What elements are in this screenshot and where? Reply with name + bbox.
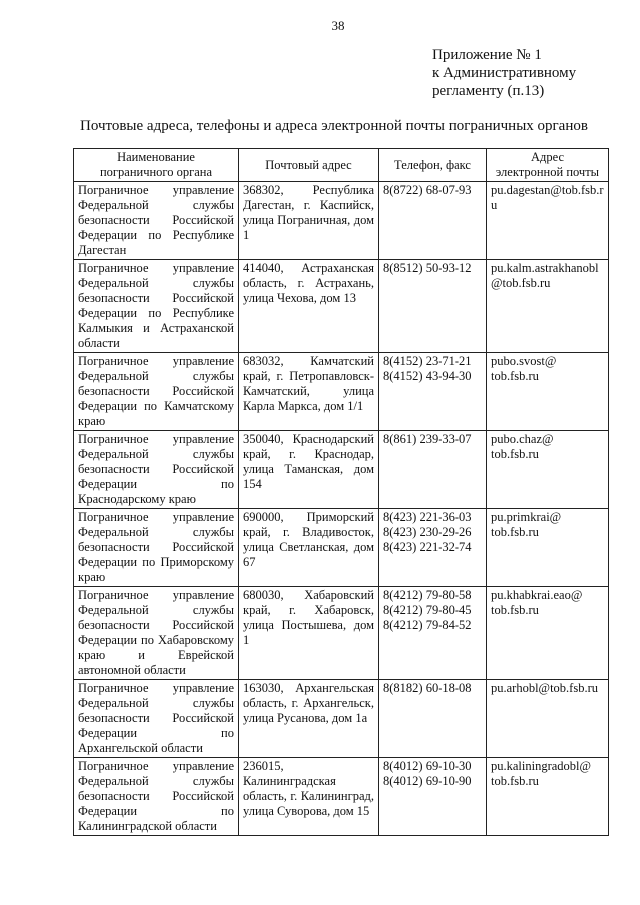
cell-email: pu.kaliningradobl@ tob.fsb.ru — [487, 758, 609, 836]
table-row — [74, 758, 609, 836]
cell-agency-name: Пограничное управление Федеральной службы безопасности Российской Федерации по Республике Дагестан — [74, 182, 239, 260]
cell-email: pu.primkrai@ tob.fsb.ru — [487, 509, 609, 587]
page-number: 38 — [331, 18, 345, 33]
header-phone: Телефон, факс — [379, 149, 487, 182]
cell-phone: 8(8722) 68-07-93 — [379, 182, 487, 260]
cell-postal-address: 368302, Республика Дагестан, г. Каспийск, улица Пограничная, дом 1 — [239, 182, 379, 260]
cell-agency-name: Пограничное управление Федеральной службы безопасности Российской Федерации по Краснодарскому краю — [74, 431, 239, 509]
cell-phone: 8(4212) 79-80-58 8(4212) 79-80-45 8(4212) 79-84-52 — [379, 587, 487, 680]
cell-agency-name: Пограничное управление Федеральной службы безопасности Российской Федерации по Калининградской области — [74, 758, 239, 836]
cell-postal-address: 690000, Приморский край, г. Владивосток, улица Светланская, дом 67 — [239, 509, 379, 587]
appendix-note — [432, 46, 576, 100]
cell-postal-address: 163030, Архангельская область, г. Архангельск, улица Русанова, дом 1а — [239, 680, 379, 758]
cell-postal-address: 680030, Хабаровский край, г. Хабаровск, улица Постышева, дом 1 — [239, 587, 379, 680]
cell-phone: 8(861) 239-33-07 — [379, 431, 487, 509]
cell-agency-name: Пограничное управление Федеральной службы безопасности Российской Федерации по Хабаровскому краю и Еврейской автономной области — [74, 587, 239, 680]
cell-phone: 8(423) 221-36-03 8(423) 230-29-26 8(423) 221-32-74 — [379, 509, 487, 587]
appendix-line-1: Приложение № 1 — [432, 47, 542, 63]
cell-email: pubo.chaz@ tob.fsb.ru — [487, 431, 609, 509]
cell-agency-name: Пограничное управление Федеральной службы безопасности Российской Федерации по Камчатскому краю — [74, 353, 239, 431]
cell-phone: 8(4152) 23-71-21 8(4152) 43-94-30 — [379, 353, 487, 431]
table-row — [74, 680, 609, 758]
header-address: Почтовый адрес — [239, 149, 379, 182]
header-email: Адрес электронной почты — [487, 149, 609, 182]
table-row — [74, 587, 609, 680]
cell-agency-name: Пограничное управление Федеральной службы безопасности Российской Федерации по Приморскому краю — [74, 509, 239, 587]
cell-phone: 8(4012) 69-10-30 8(4012) 69-10-90 — [379, 758, 487, 836]
cell-email: pu.arhobl@tob.fsb.ru — [487, 680, 609, 758]
header-name: Наименование пограничного органа — [74, 149, 239, 182]
appendix-line-3: регламенту (п.13) — [432, 83, 545, 99]
border-agencies-table — [73, 148, 609, 836]
cell-email: pu.dagestan@tob.fsb.ru — [487, 182, 609, 260]
cell-postal-address: 414040, Астраханская область, г. Астрахань, улица Чехова, дом 13 — [239, 260, 379, 353]
cell-agency-name: Пограничное управление Федеральной службы безопасности Российской Федерации по Архангельской области — [74, 680, 239, 758]
table-header-row — [74, 149, 609, 182]
cell-postal-address: 350040, Краснодарский край, г. Краснодар, улица Таманская, дом 154 — [239, 431, 379, 509]
cell-postal-address: 683032, Камчатский край, г. Петропавловск-Камчатский, улица Карла Маркса, дом 1/1 — [239, 353, 379, 431]
cell-postal-address: 236015, Калининградская область, г. Калининград, улица Суворова, дом 15 — [239, 758, 379, 836]
table-row — [74, 509, 609, 587]
cell-email: pu.khabkrai.eao@ tob.fsb.ru — [487, 587, 609, 680]
table-row — [74, 431, 609, 509]
cell-phone: 8(8512) 50-93-12 — [379, 260, 487, 353]
cell-phone: 8(8182) 60-18-08 — [379, 680, 487, 758]
cell-email: pubo.svost@ tob.fsb.ru — [487, 353, 609, 431]
table-row — [74, 353, 609, 431]
table-row — [74, 182, 609, 260]
cell-email: pu.kalm.astrakhanobl@tob.fsb.ru — [487, 260, 609, 353]
document-title: Почтовые адреса, телефоны и адреса электронной почты пограничных органов — [80, 118, 588, 134]
appendix-line-2: к Административному — [432, 65, 577, 81]
table-row — [74, 260, 609, 353]
cell-agency-name: Пограничное управление Федеральной службы безопасности Российской Федерации по Республике Калмыкия и Астраханской области — [74, 260, 239, 353]
